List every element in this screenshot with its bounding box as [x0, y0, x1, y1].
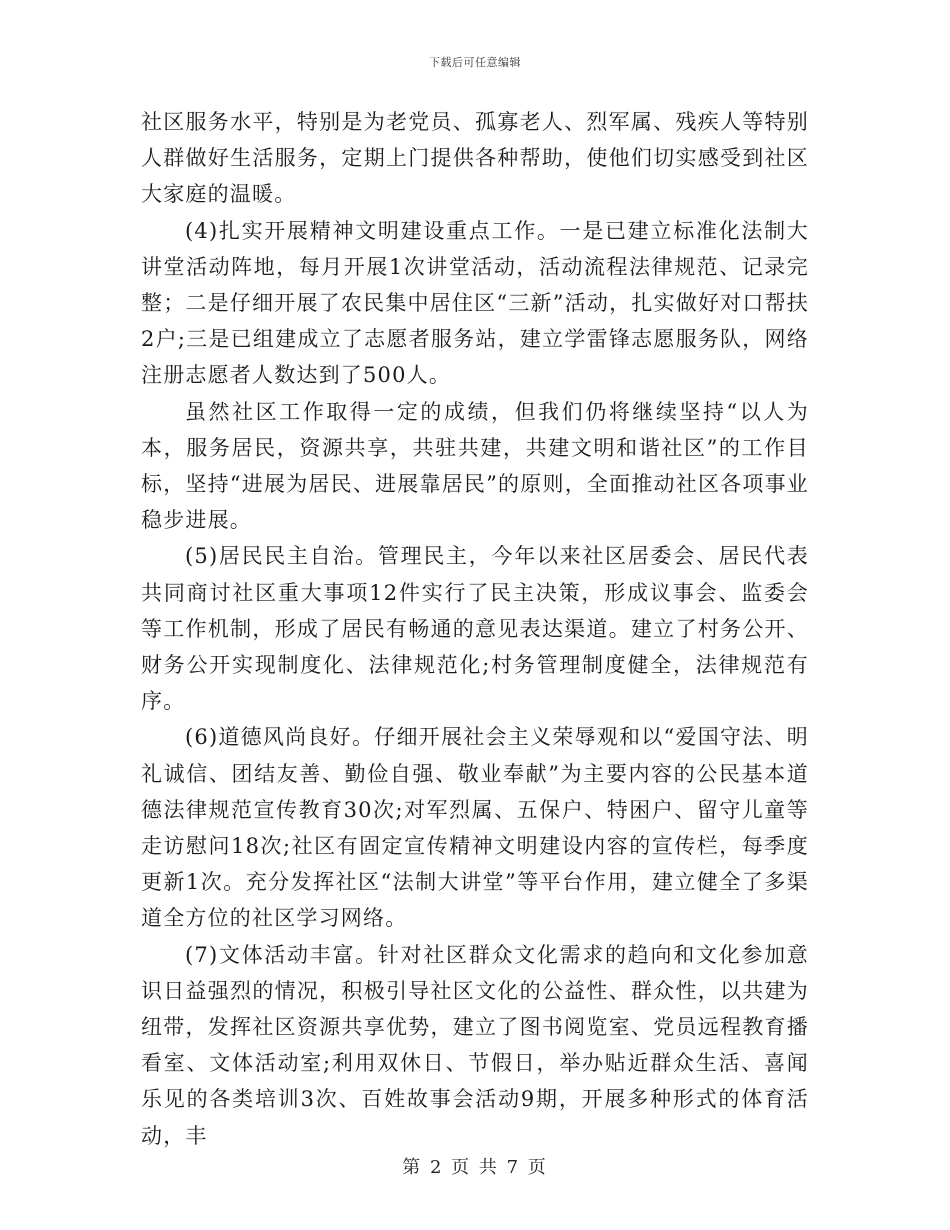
paragraph-item-4: (4)扎实开展精神文明建设重点工作。一是已建立标准化法制大讲堂活动阵地，每月开展1次讲堂活动，活动流程法律规范、记录完整；二是仔细开展了农民集中居住区“三新”活动，扎实做好对口帮扶2户;三是已组建成立了志愿者服务站，建立学雷锋志愿服务队，网络注册志愿者人数达到了500人。 — [141, 218, 809, 388]
page-header: 下载后可任意编辑 — [429, 56, 521, 69]
paragraph-summary: 虽然社区工作取得一定的成绩，但我们仍将继续坚持“以人为本，服务居民，资源共享，共驻共建，共建文明和谐社区”的工作目标，坚持“进展为居民、进展靠居民”的原则，全面推动社区各项事业稳步进展。 — [141, 399, 809, 533]
document-body — [141, 104, 809, 1154]
paragraph-item-6: (6)道德风尚良好。仔细开展社会主义荣辱观和以“爱国守法、明礼诚信、团结友善、勤俭自强、敬业奉献”为主要内容的公民基本道德法律规范宣传教育30次;对军烈属、五保户、特困户、留守儿童等走访慰问18次;社区有固定宣传精神文明建设内容的宣传栏，每季度更新1次。充分发挥社区“法制大讲堂”等平台作用，建立健全了多渠道全方位的社区学习网络。 — [141, 725, 809, 931]
page-number: 第 2 页 共 7 页 — [402, 1157, 548, 1178]
paragraph-item-5: (5)居民民主自治。管理民主，今年以来社区居委会、居民代表共同商讨社区重大事项12件实行了民主决策，形成议事会、监委会等工作机制，形成了居民有畅通的意见表达渠道。建立了村务公开、财务公开实现制度化、法律规范化;村务管理制度健全，法律规范有序。 — [141, 544, 809, 714]
paragraph-continuation: 社区服务水平，特别是为老党员、孤寡老人、烈军属、残疾人等特别人群做好生活服务，定期上门提供各种帮助，使他们切实感受到社区大家庭的温暖。 — [141, 110, 809, 207]
paragraph-item-7: (7)文体活动丰富。针对社区群众文化需求的趋向和文化参加意识日益强烈的情况，积极引导社区文化的公益性、群众性，以共建为纽带，发挥社区资源共享优势，建立了图书阅览室、党员远程教育播看室、文体活动室;利用双休日、节假日，举办贴近群众生活、喜闻乐见的各类培训3次、百姓故事会活动9期，开展多种形式的体育活动，丰 — [141, 942, 809, 1148]
